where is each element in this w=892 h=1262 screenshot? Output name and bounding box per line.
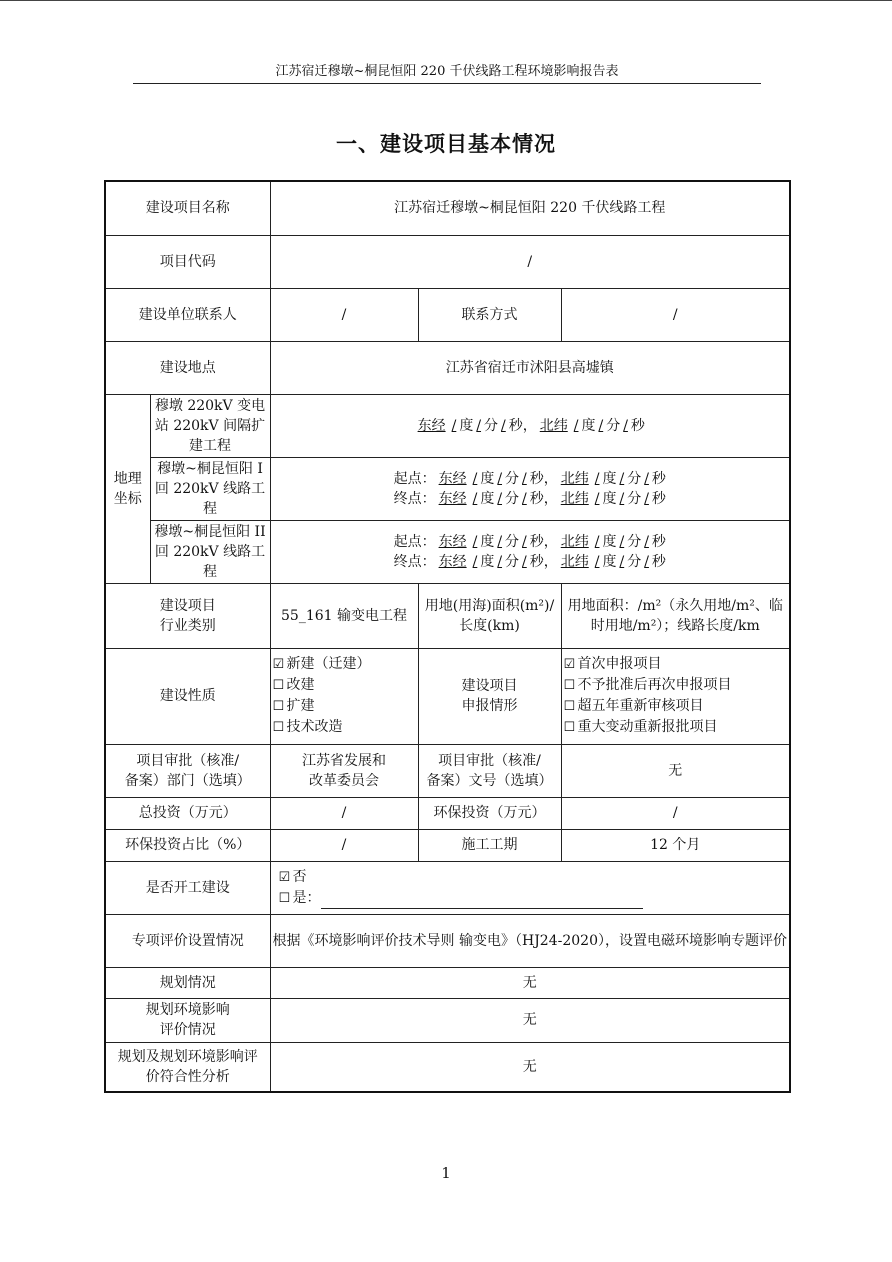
declare-label: [418, 648, 561, 744]
coordinate-sec: /: [522, 470, 527, 487]
coordinate-east-label: 东经: [438, 470, 467, 487]
coordinate-north-label: 北纬: [560, 533, 589, 550]
coordinate-east-label: 东经: [438, 553, 467, 570]
declare-label-line1: 建设项目: [461, 678, 518, 694]
approval-doc-label: [418, 744, 561, 797]
coordinate-line: [273, 489, 788, 509]
approval-dept-label-line1: 项目审批（核准/: [136, 752, 240, 769]
geo-label-line2: 坐标: [113, 490, 142, 507]
planning-env-value: 无: [270, 998, 790, 1042]
coordinate-north-label: 北纬: [539, 417, 568, 434]
coordinate-unit: 度: [602, 470, 617, 487]
coordinate-unit: 秒: [529, 470, 544, 487]
geo-item-coords: [270, 520, 790, 583]
coordinate-unit: 秒: [651, 470, 666, 487]
coordinate-north-label: 北纬: [560, 553, 589, 570]
planning-conformity-label: [105, 1042, 270, 1092]
declare-label-line2: 申报情形: [461, 698, 518, 714]
coordinate-unit: 秒: [630, 417, 645, 434]
coordinate-ndeg: /: [594, 533, 600, 550]
coordinate-unit: 分: [627, 490, 642, 507]
project-code-value: /: [270, 235, 790, 288]
coordinate-ndeg: /: [594, 490, 600, 507]
separator: ，: [543, 533, 558, 550]
coordinate-unit: 分: [505, 470, 520, 487]
declare-option-text: 超五年重新审核项目: [577, 698, 704, 714]
coordinate-ndeg: /: [573, 417, 579, 434]
coordinate-nsec: /: [644, 553, 649, 570]
unchecked-box-icon: ☐: [278, 890, 291, 906]
coordinate-unit: 度: [480, 553, 495, 570]
coordinate-line: [273, 416, 788, 436]
project-code-label: 项目代码: [105, 235, 270, 288]
env-ratio-value: /: [270, 829, 418, 861]
special-eval-label: 专项评价设置情况: [105, 914, 270, 967]
coordinate-deg: /: [451, 417, 457, 434]
nature-option-text: 技术改造: [286, 719, 343, 735]
unchecked-box-icon: ☐: [563, 678, 576, 693]
coordinate-nmin: /: [619, 553, 625, 570]
row-location: [105, 341, 790, 394]
nature-option[interactable]: [273, 717, 416, 738]
row-nature: [105, 648, 790, 744]
started-option-yes[interactable]: [279, 888, 788, 909]
coordinate-sec: /: [522, 490, 527, 507]
row-industry: [105, 583, 790, 648]
contact-label: 建设单位联系人: [105, 288, 270, 341]
coordinate-unit: 秒: [529, 533, 544, 550]
planning-conformity-label-line1: 规划及规划环境影响评: [117, 1048, 258, 1065]
coordinate-unit: 度: [581, 417, 596, 434]
planning-label: 规划情况: [105, 967, 270, 998]
declare-option[interactable]: [564, 717, 788, 738]
coordinate-deg: /: [472, 553, 478, 570]
coordinate-north-label: 北纬: [560, 470, 589, 487]
top-border-line: [0, 0, 892, 1]
started-option-text: 是：: [292, 889, 321, 906]
approval-dept-value: [270, 744, 418, 797]
industry-label-line1: 建设项目: [159, 597, 216, 614]
coordinate-unit: 秒: [529, 553, 544, 570]
coordinate-deg: /: [472, 490, 478, 507]
coordinate-min: /: [497, 533, 503, 550]
nature-option[interactable]: [273, 696, 416, 717]
coordinate-nsec: /: [623, 417, 628, 434]
coordinate-nsec: /: [644, 533, 649, 550]
checked-box-icon: ☑: [563, 657, 576, 672]
row-project-name: [105, 181, 790, 235]
coordinate-unit: 秒: [508, 417, 523, 434]
row-geo-substation: [105, 394, 790, 457]
planning-env-label-line1: 规划环境影响: [145, 1002, 230, 1018]
unchecked-box-icon: ☐: [563, 699, 576, 714]
coordinate-east-label: 东经: [438, 490, 467, 507]
row-project-code: [105, 235, 790, 288]
declare-option-text: 重大变动重新报批项目: [577, 719, 718, 735]
investment-label: 总投资（万元）: [105, 797, 270, 829]
planning-env-label: [105, 998, 270, 1042]
contact-value: /: [270, 288, 418, 341]
coordinate-unit: 秒: [529, 490, 544, 507]
geo-label-line1: 地理: [113, 470, 142, 487]
project-name-label: 建设项目名称: [105, 181, 270, 235]
declare-option-text: 首次申报项目: [577, 656, 662, 672]
declare-option[interactable]: [564, 696, 788, 717]
nature-options: [270, 648, 418, 744]
unchecked-box-icon: ☐: [272, 678, 285, 693]
coordinate-unit: 分: [627, 533, 642, 550]
location-value: 江苏省宿迁市沭阳县高墟镇: [270, 341, 790, 394]
investment-value: /: [270, 797, 418, 829]
project-info-table: [104, 180, 791, 1093]
coordinate-deg: /: [472, 470, 478, 487]
unchecked-box-icon: ☐: [272, 699, 285, 714]
coordinate-unit: 度: [602, 533, 617, 550]
nature-option-text: 改建: [286, 677, 315, 693]
geo-item-name: 穆墩~桐昆恒阳 I 回 220kV 线路工程: [150, 457, 270, 520]
coordinate-prefix: 终点：: [393, 553, 436, 570]
approval-dept-label: [105, 744, 270, 797]
env-investment-value: /: [561, 797, 790, 829]
row-contact: [105, 288, 790, 341]
planning-conformity-value: 无: [270, 1042, 790, 1092]
coordinate-ndeg: /: [594, 470, 600, 487]
started-option-no[interactable]: [279, 867, 788, 888]
coordinate-unit: 分: [505, 533, 520, 550]
separator: ，: [543, 470, 558, 487]
coordinate-min: /: [476, 417, 482, 434]
coordinate-line: [273, 532, 788, 552]
row-geo-line-2: [105, 520, 790, 583]
approval-doc-label-line2: 备案）文号（选填）: [426, 772, 553, 789]
coordinate-sec: /: [501, 417, 506, 434]
coordinate-nmin: /: [619, 533, 625, 550]
approval-dept-label-line2: 备案）部门（选填）: [124, 772, 251, 789]
industry-label-line2: 行业类别: [159, 617, 216, 634]
started-options: [270, 861, 790, 914]
row-planning-env: [105, 998, 790, 1042]
env-investment-label: 环保投资（万元）: [418, 797, 561, 829]
coordinate-nsec: /: [644, 490, 649, 507]
row-planning: [105, 967, 790, 998]
running-header: 江苏宿迁穆墩~桐昆恒阳 220 千伏线路工程环境影响报告表: [133, 62, 761, 84]
coordinate-min: /: [497, 470, 503, 487]
nature-label: 建设性质: [105, 648, 270, 744]
checked-box-icon: ☑: [278, 869, 291, 885]
nature-option[interactable]: [273, 675, 416, 696]
coordinate-unit: 分: [606, 417, 621, 434]
nature-option-text: 新建（迁建）: [286, 656, 371, 672]
coordinate-prefix: 起点：: [393, 533, 436, 550]
declare-options: [561, 648, 790, 744]
nature-option-text: 扩建: [286, 698, 315, 714]
geo-item-coords: [270, 394, 790, 457]
period-value: 12 个月: [561, 829, 790, 861]
project-name-value: 江苏宿迁穆墩~桐昆恒阳 220 千伏线路工程: [270, 181, 790, 235]
coordinate-nsec: /: [644, 470, 649, 487]
coordinate-nmin: /: [598, 417, 604, 434]
approval-doc-label-line1: 项目审批（核准/: [438, 752, 541, 769]
coordinate-prefix: 终点：: [393, 490, 436, 507]
geo-label: [105, 394, 150, 583]
fill-in-line[interactable]: [321, 894, 643, 909]
row-investment: [105, 797, 790, 829]
location-label: 建设地点: [105, 341, 270, 394]
row-planning-conformity: [105, 1042, 790, 1092]
coordinate-north-label: 北纬: [560, 490, 589, 507]
coordinate-line: [273, 552, 788, 572]
coordinate-unit: 分: [505, 490, 520, 507]
row-env-ratio: [105, 829, 790, 861]
started-option-text: 否: [292, 868, 307, 885]
coordinate-min: /: [497, 490, 503, 507]
coordinate-unit: 度: [480, 490, 495, 507]
checked-box-icon: ☑: [272, 657, 285, 672]
special-eval-value: 根据《环境影响评价技术导则 输变电》（HJ24-2020），设置电磁环境影响专题评价: [270, 914, 790, 967]
industry-label: [105, 583, 270, 648]
planning-value: 无: [270, 967, 790, 998]
approval-doc-value: 无: [561, 744, 790, 797]
coordinate-unit: 度: [602, 490, 617, 507]
planning-env-label-line2: 评价情况: [159, 1022, 216, 1038]
coordinate-prefix: 起点：: [393, 470, 436, 487]
coordinate-unit: 分: [627, 553, 642, 570]
separator: ，: [543, 553, 558, 570]
coordinate-nmin: /: [619, 470, 625, 487]
coordinate-unit: 分: [505, 553, 520, 570]
coordinate-ndeg: /: [594, 553, 600, 570]
coordinate-unit: 秒: [651, 533, 666, 550]
coordinate-line: [273, 469, 788, 489]
unchecked-box-icon: ☐: [272, 720, 285, 735]
industry-value: 55_161 输变电工程: [270, 583, 418, 648]
declare-option[interactable]: [564, 654, 788, 675]
coordinate-unit: 秒: [651, 490, 666, 507]
coordinate-sec: /: [522, 553, 527, 570]
page-title: 一、建设项目基本情况: [336, 132, 556, 156]
page-number: 1: [441, 1164, 451, 1182]
started-label: 是否开工建设: [105, 861, 270, 914]
declare-option[interactable]: [564, 675, 788, 696]
coordinate-unit: 分: [627, 470, 642, 487]
coordinate-sec: /: [522, 533, 527, 550]
area-label: 用地(用海)面积(m²)/长度(km): [418, 583, 561, 648]
unchecked-box-icon: ☐: [563, 720, 576, 735]
row-approval: [105, 744, 790, 797]
coordinate-unit: 度: [480, 470, 495, 487]
coordinate-unit: 度: [480, 533, 495, 550]
coordinate-unit: 度: [602, 553, 617, 570]
contact-method-value: /: [561, 288, 790, 341]
geo-item-coords: [270, 457, 790, 520]
period-label: 施工工期: [418, 829, 561, 861]
coordinate-min: /: [497, 553, 503, 570]
geo-item-name: 穆墩 220kV 变电站 220kV 间隔扩建工程: [150, 394, 270, 457]
approval-dept-value-line2: 改革委员会: [309, 772, 379, 789]
separator: ，: [543, 490, 558, 507]
coordinate-unit: 秒: [651, 553, 666, 570]
nature-option[interactable]: [273, 654, 416, 675]
row-special-eval: [105, 914, 790, 967]
geo-item-name: 穆墩~桐昆恒阳 II 回 220kV 线路工程: [150, 520, 270, 583]
declare-option-text: 不予批准后再次申报项目: [577, 677, 732, 693]
separator: ，: [522, 417, 537, 434]
contact-method-label: 联系方式: [418, 288, 561, 341]
env-ratio-label: 环保投资占比（%）: [105, 829, 270, 861]
coordinate-east-label: 东经: [417, 417, 446, 434]
row-started: [105, 861, 790, 914]
coordinate-deg: /: [472, 533, 478, 550]
row-geo-line-1: [105, 457, 790, 520]
planning-conformity-label-line2: 价符合性分析: [145, 1068, 230, 1085]
coordinate-unit: 度: [459, 417, 474, 434]
approval-dept-value-line1: 江苏省发展和: [302, 752, 386, 769]
coordinate-east-label: 东经: [438, 533, 467, 550]
coordinate-nmin: /: [619, 490, 625, 507]
area-value: 用地面积：/m²（永久用地/m²、临时用地/m²）；线路长度/km: [561, 583, 790, 648]
coordinate-unit: 分: [484, 417, 499, 434]
